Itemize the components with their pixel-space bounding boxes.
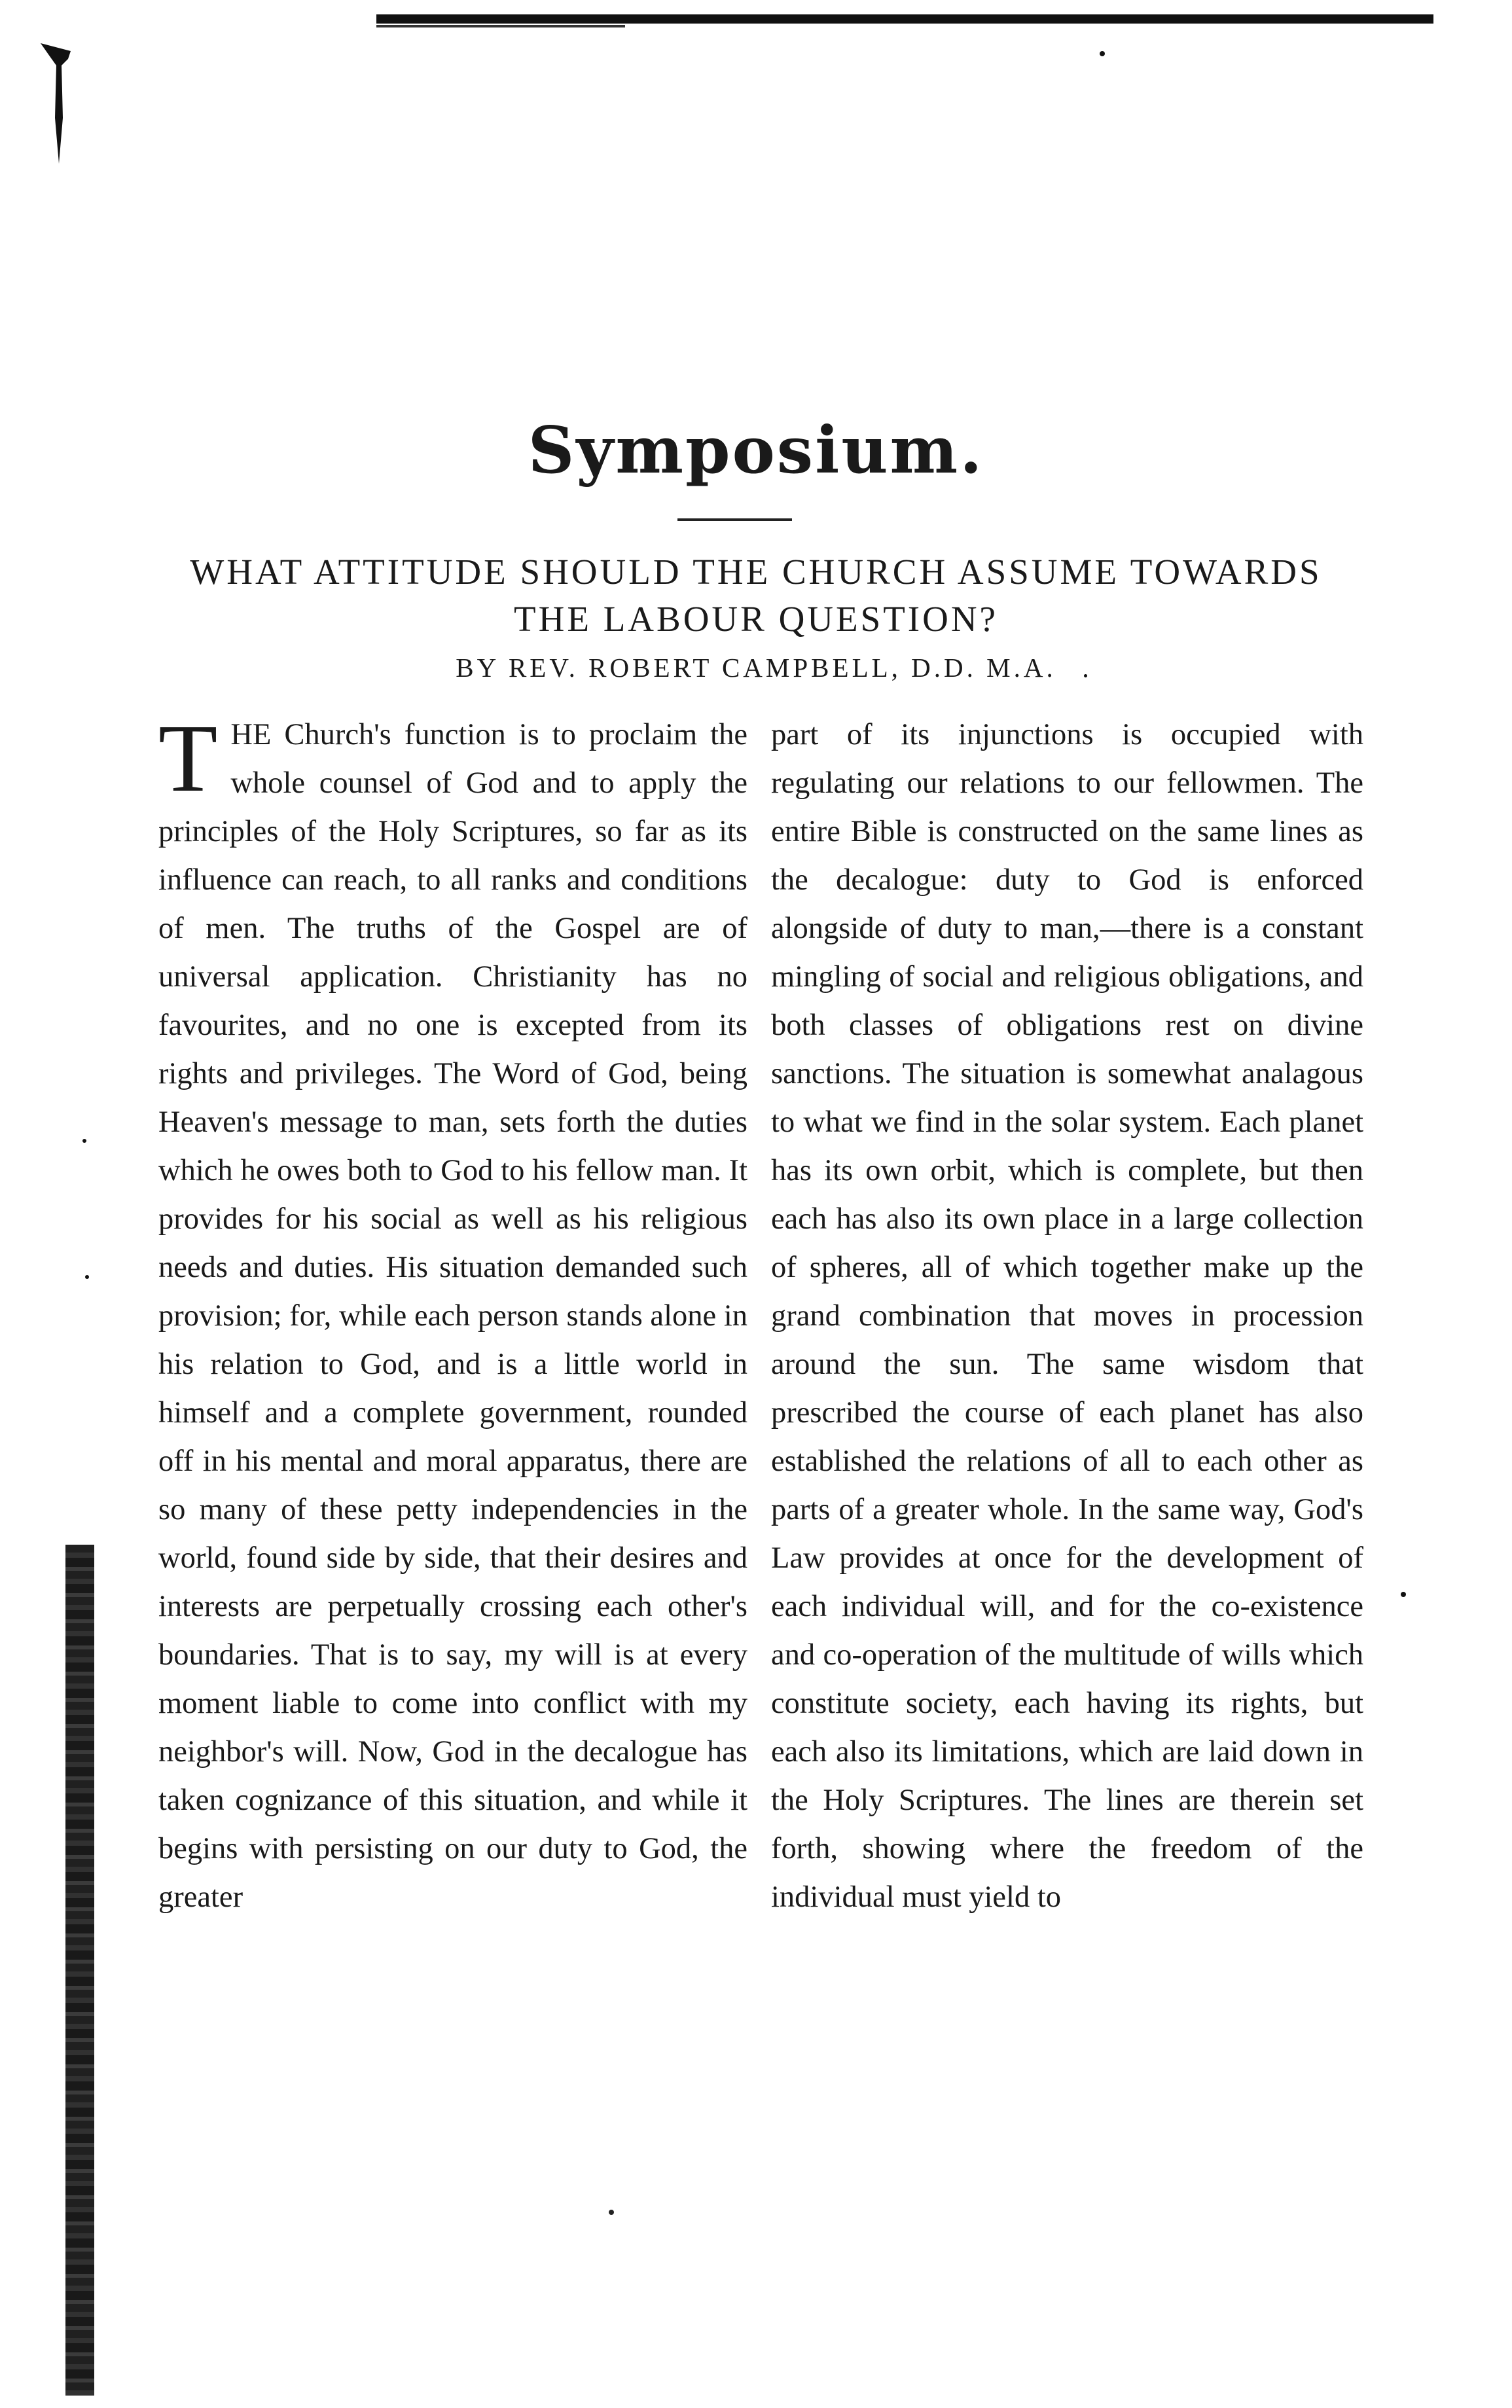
left-column xyxy=(158,705,747,1922)
byline: BY REV. ROBERT CAMPBELL, D.D. M.A. xyxy=(456,653,1056,683)
right-column xyxy=(771,711,1363,1922)
scan-artifact-left-edge xyxy=(65,1545,94,2396)
heading-rule xyxy=(677,518,792,521)
speck xyxy=(82,1139,86,1143)
section-heading: Symposium. xyxy=(528,413,984,488)
left-column-text: HE Church's function is to proclaim the whole counsel of God and to apply the principles of the Holy Scriptures, so far as its influence can reach, to all ranks and conditions of men. The truths of the Gospel are of universal application. Christianity has no favourites, and no one is excepted from its rights and privileges. The Word of God, being Heaven's message to man, sets forth the duties which he owes both to God to his fellow man. It provides for his social as well as his religious needs and duties. His situation demanded such provision; for, while each person stands alone in his relation to God, and is a little world in himself and a complete government, rounded off in his mental and moral apparatus, there are so many of these petty independencies in the world, found side by side, that their desires and interests are perpetually crossing each other's boundaries. That is to say, my will is at every moment liable to come into conflict with my neighbor's will. Now, God in the decalogue has taken cognizance of this situation, and while it begins with persisting on our duty to God, the greater xyxy=(158,718,747,1914)
speck xyxy=(1401,1592,1406,1597)
left-column-paragraph xyxy=(158,705,747,1922)
top-rule xyxy=(376,14,1433,24)
scan-artifact-top xyxy=(39,39,76,170)
speck xyxy=(1100,51,1105,56)
drop-cap: T xyxy=(158,705,218,812)
top-rule-thin xyxy=(376,25,625,27)
speck xyxy=(85,1275,89,1279)
page-mark xyxy=(609,2210,614,2215)
right-column-text: part of its injunctions is occupied with regulating our relations to our fellowmen. The entire Bible is constructed on the same lines as the decalogue: duty to God is enforced alongside of duty to man,—there is a constant mingling of social and religious obligations, and both classes of obligations rest on divine sanctions. The situation is somewhat analagous to what we find in the solar system. Each planet has its own orbit, which is complete, but then each has also its own place in a large collection of spheres, all of which together make up the grand combination that moves in procession around the sun. The same wisdom that prescribed the course of each planet has also established the relations of all to each other as parts of a greater whole. In the same way, God's Law provides at once for the development of each individual will, and for the co-existence and co-operation of the multitude of wills which constitute society, each having its rights, but each also its limitations, which are laid down in the Holy Scriptures. The lines are therein set forth, showing where the freedom of the individual must yield to xyxy=(771,718,1363,1914)
article-title: WHAT ATTITUDE SHOULD THE CHURCH ASSUME TOWARDS THE LABOUR QUESTION? xyxy=(190,552,1322,639)
